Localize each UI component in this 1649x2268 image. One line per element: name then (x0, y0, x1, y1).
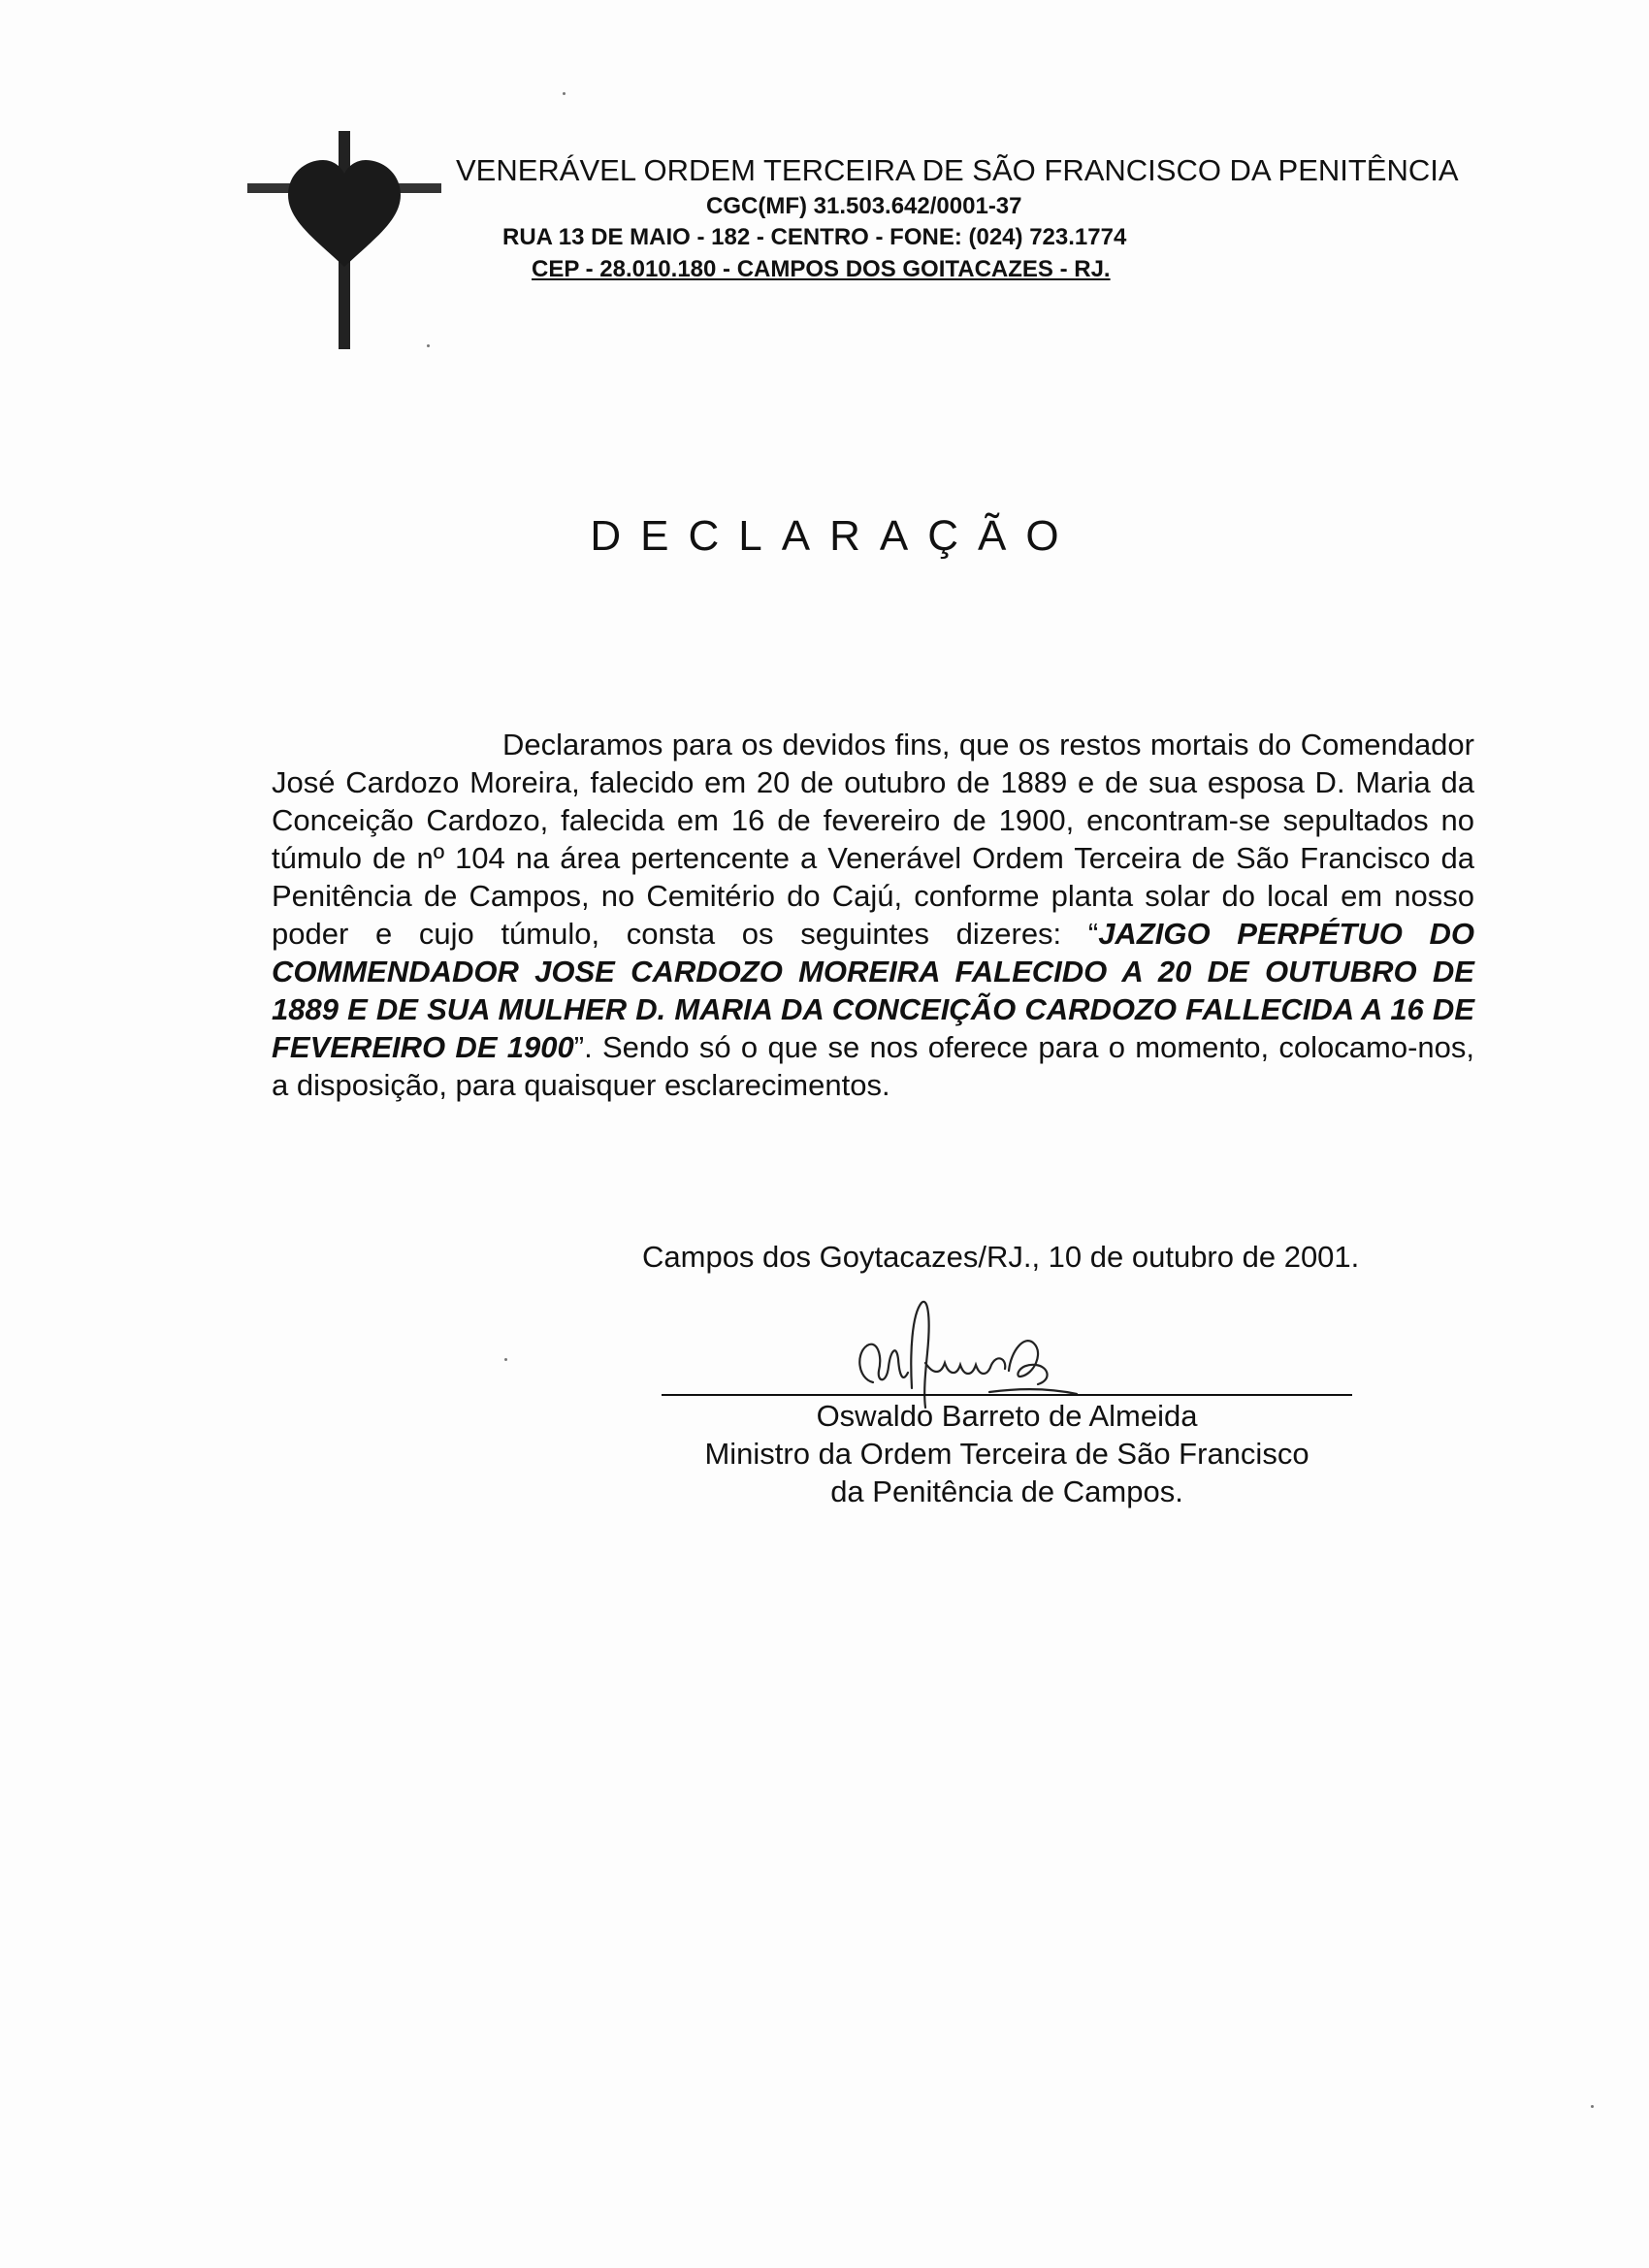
scan-speck (563, 92, 566, 95)
body-text-before-quote: Declaramos para os devidos fins, que os restos mortais do Comendador José Cardozo Moreira, falecido em 20 de outubro de 1889 e de sua esposa D. Maria da Conceição Cardozo, falecida em 16 de fevereiro de 1900, encontram-se sepultados no túmulo de nº 104 na área pertencente a Venerável Ordem Terceira de São Francisco da Penitência de Campos, no Cemitério do Cajú, conforme planta solar do local em nosso poder e cujo túmulo, consta os seguintes dizeres: “ (272, 728, 1474, 951)
declaration-body (272, 726, 1474, 1104)
address-line: RUA 13 DE MAIO - 182 - CENTRO - FONE: (024) 723.1774 (502, 224, 1127, 250)
signatory-role-line-2: da Penitência de Campos. (830, 1474, 1183, 1508)
cross-heart-emblem-icon (247, 131, 441, 354)
signatory-role-line-1: Ministro da Ordem Terceira de São Francisco (704, 1437, 1310, 1471)
signatory-name: Oswaldo Barreto de Almeida (816, 1399, 1198, 1433)
scan-speck (427, 344, 430, 347)
body-text-after-quote: ”. Sendo só o que se nos oferece para o momento, colocamo-nos, a disposição, para quaisquer esclarecimentos. (272, 1030, 1474, 1102)
document-title (0, 512, 1649, 561)
scan-speck (504, 1358, 507, 1361)
cgc-number: CGC(MF) 31.503.642/0001-37 (706, 193, 1022, 219)
organization-name: VENERÁVEL ORDEM TERCEIRA DE SÃO FRANCISCO DA PENITÊNCIA (456, 153, 1459, 187)
tomb-inscription-quote: JAZIGO PERPÉTUO DO COMMENDADOR JOSE CARDOZO MOREIRA FALECIDO A 20 DE OUTUBRO DE 1889 E DE SUA MULHER D. MARIA DA CONCEIÇÃO CARDOZO FALLECIDA A 16 DE FEVEREIRO DE 1900 (272, 917, 1474, 1064)
dateline: Campos dos Goytacazes/RJ., 10 de outubro de 2001. (642, 1240, 1360, 1274)
signature-block (640, 1397, 1374, 1510)
scan-speck (1591, 2105, 1594, 2108)
document-title-text: DECLARAÇÃO (590, 512, 1079, 560)
cep-line: CEP - 28.010.180 - CAMPOS DOS GOITACAZES - RJ. (532, 256, 1111, 282)
signature-line (662, 1394, 1352, 1396)
